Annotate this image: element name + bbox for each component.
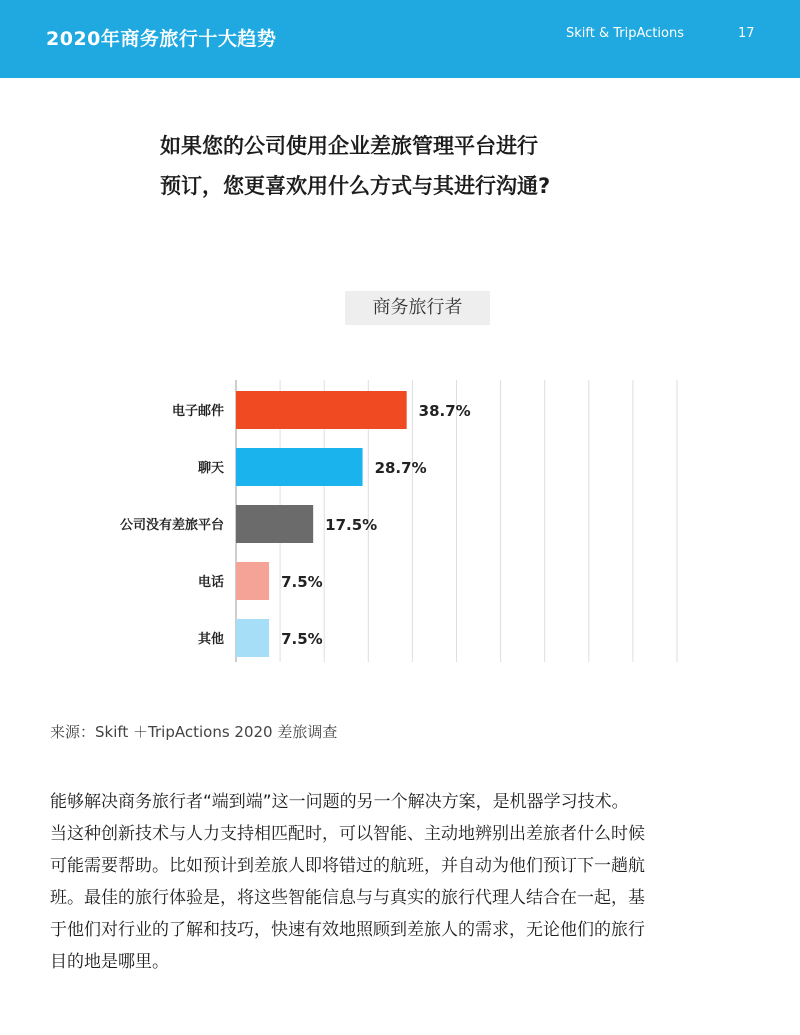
page-number: 17 xyxy=(738,26,755,41)
question-line-2: 预订，您更喜欢用什么方式与其进行沟通? xyxy=(160,174,551,198)
question-line-1: 如果您的公司使用企业差旅管理平台进行 xyxy=(160,134,538,158)
header-title: 2020年商务旅行十大趋势 xyxy=(46,28,277,50)
body-line: 当这种创新技术与人力支持相匹配时，可以智能、主动地辨别出差旅者什么时候 xyxy=(50,824,645,844)
bar xyxy=(236,562,269,600)
data-label: 7.5% xyxy=(281,630,323,648)
category-label: 公司没有差旅平台 xyxy=(119,518,224,533)
category-label: 聊天 xyxy=(197,461,224,476)
header-bar xyxy=(0,0,800,78)
body-line: 能够解决商务旅行者“端到端”这一问题的另一个解决方案，是机器学习技术。 xyxy=(50,792,629,812)
body-line: 班。最佳的旅行体验是，将这些智能信息与与真实的旅行代理人结合在一起，基 xyxy=(50,888,645,908)
body-line: 目的地是哪里。 xyxy=(50,952,169,972)
bar-chart xyxy=(0,360,800,680)
data-label: 17.5% xyxy=(325,516,378,534)
category-label: 电子邮件 xyxy=(171,404,224,419)
body-line: 于他们对行业的了解和技巧，快速有效地照顾到差旅人的需求，无论他们的旅行 xyxy=(50,920,645,940)
source-note: 来源：Skift ＋TripActions 2020 差旅调查 xyxy=(50,723,338,741)
bar xyxy=(236,619,269,657)
data-label: 7.5% xyxy=(281,573,323,591)
body-paragraph xyxy=(50,786,750,978)
bar xyxy=(236,448,363,486)
chart-respondent-label: 商务旅行者 xyxy=(345,291,490,325)
bar xyxy=(236,505,313,543)
survey-question xyxy=(160,126,680,206)
category-label: 其他 xyxy=(197,632,224,647)
bar xyxy=(236,391,407,429)
body-line: 可能需要帮助。比如预计到差旅人即将错过的航班，并自动为他们预订下一趟航 xyxy=(50,856,645,876)
data-label: 38.7% xyxy=(418,402,471,420)
category-label: 电话 xyxy=(197,575,224,590)
data-label: 28.7% xyxy=(374,459,427,477)
header-brand: Skift & TripActions xyxy=(566,26,684,41)
